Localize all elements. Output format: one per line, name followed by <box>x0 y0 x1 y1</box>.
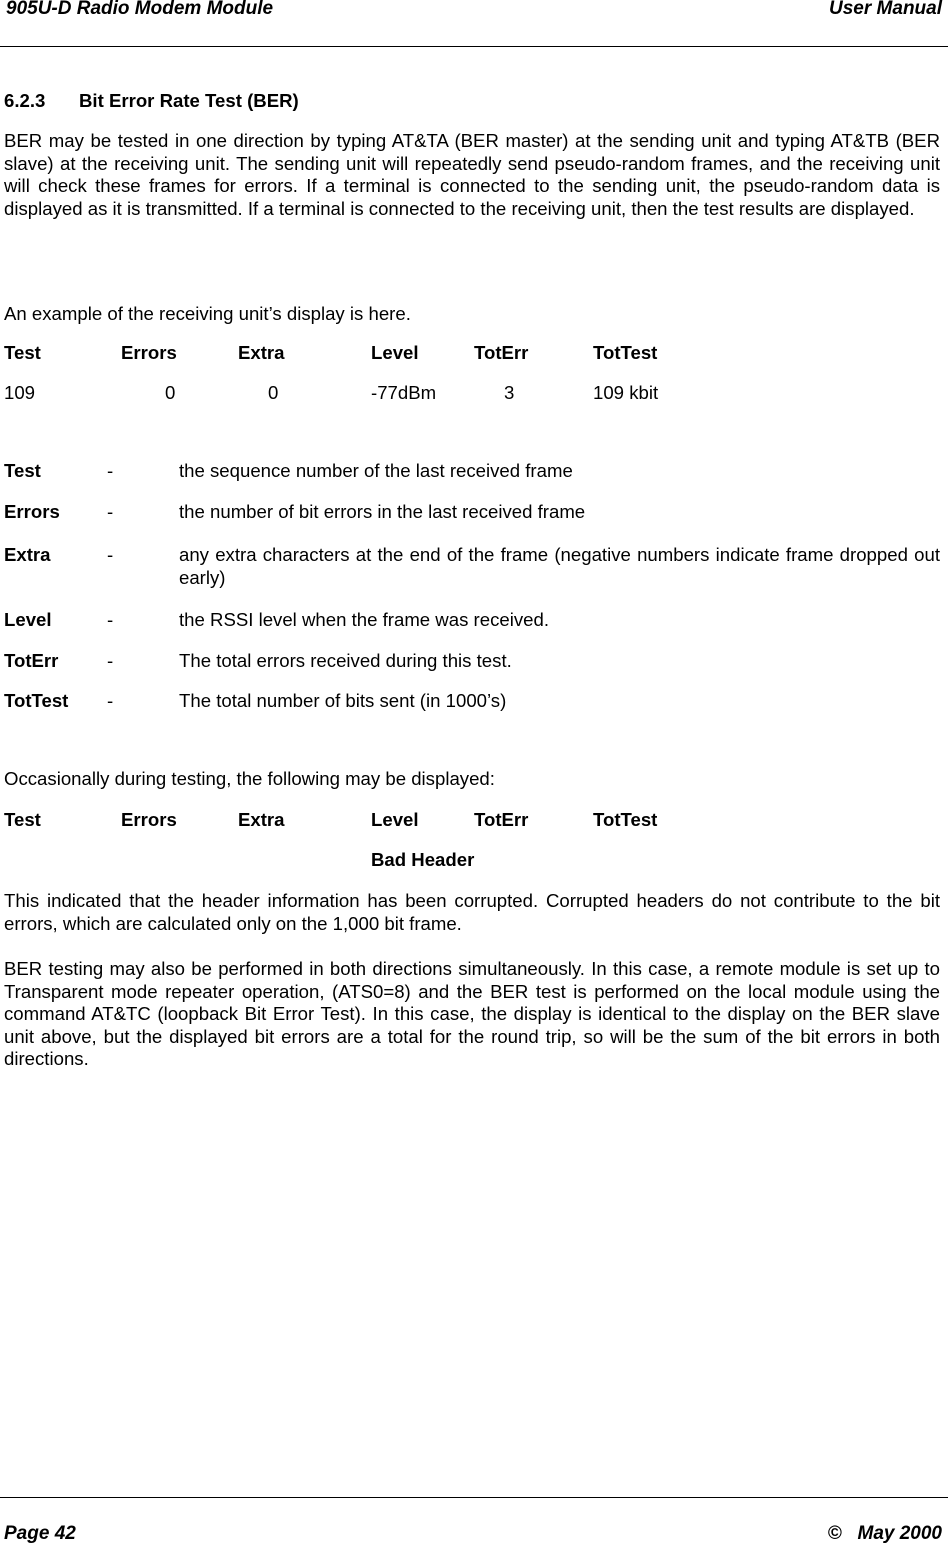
table-header-toterr: TotErr <box>474 809 529 830</box>
paragraph-header-corrupted: This indicated that the header information has been corrupted. Corrupted headers do not contribute to the bit errors, which are calculated only on the 1,000 bit frame. <box>4 890 940 934</box>
header-manual-label: User Manual <box>829 0 942 19</box>
table-header-tottest: TotTest <box>593 342 658 363</box>
table-header-extra: Extra <box>238 809 285 830</box>
table-header-extra: Extra <box>238 342 285 363</box>
definition-dash: - <box>107 650 114 671</box>
footer-page-number: Page 42 <box>4 1523 76 1544</box>
table-header-test: Test <box>4 809 41 830</box>
table-header-errors: Errors <box>121 342 177 363</box>
table-value-tottest: 109 kbit <box>593 382 659 403</box>
footer-copyright: © May 2000 <box>827 1523 942 1544</box>
table-value-errors: 0 <box>165 382 176 403</box>
paragraph-occasional: Occasionally during testing, the following may be displayed: <box>4 768 495 789</box>
definition-term: TotTest <box>4 690 69 711</box>
definition-term: Level <box>4 609 52 630</box>
table-value-test: 109 <box>4 382 36 403</box>
table-value-toterr: 3 <box>504 382 515 403</box>
definition-term: Extra <box>4 544 51 565</box>
definition-text: the number of bit errors in the last received frame <box>179 501 586 522</box>
definition-dash: - <box>107 544 114 565</box>
table-header-level: Level <box>371 809 419 830</box>
section-number: 6.2.3 <box>4 90 46 111</box>
table-value-extra: 0 <box>268 382 279 403</box>
definition-text: The total errors received during this test. <box>179 650 512 671</box>
table-header-errors: Errors <box>121 809 177 830</box>
definition-dash: - <box>107 501 114 522</box>
definition-dash: - <box>107 609 114 630</box>
table-header-tottest: TotTest <box>593 809 658 830</box>
definition-text: any extra characters at the end of the frame (negative numbers indicate frame dropped out early) <box>179 544 940 588</box>
definition-term: TotErr <box>4 650 59 671</box>
section-title: Bit Error Rate Test (BER) <box>79 90 299 111</box>
paragraph-example: An example of the receiving unit’s display is here. <box>4 303 411 324</box>
definition-text: The total number of bits sent (in 1000’s) <box>179 690 507 711</box>
table-header-level: Level <box>371 342 419 363</box>
definition-text: the RSSI level when the frame was received. <box>179 609 549 630</box>
definition-term: Test <box>4 460 41 481</box>
table-value-level: -77dBm <box>371 382 437 403</box>
table-header-toterr: TotErr <box>474 342 529 363</box>
header-title: 905U-D Radio Modem Module <box>6 0 274 19</box>
paragraph-bidirectional: BER testing may also be performed in both directions simultaneously. In this case, a remote module is set up to Transparent mode repeater operation, (ATS0=8) and the BER test is performed on the local module using the command AT&TC (loopback Bit Error Test). In this case, the display is identical to the display on the BER slave unit above, but the displayed bit errors are a total for the round trip, so will be the sum of the bit errors in both directions. <box>4 958 940 1070</box>
definition-term: Errors <box>4 501 60 522</box>
paragraph-intro: BER may be tested in one direction by typing AT&TA (BER master) at the sending unit and typing AT&TB (BER slave) at the receiving unit. The sending unit will repeatedly send pseudo-random frames, and the receiving unit will check these frames for errors. If a terminal is connected to the sending unit, the pseudo-random data is displayed as it is transmitted. If a terminal is connected to the receiving unit, then the test results are displayed. <box>4 130 940 219</box>
definition-dash: - <box>107 690 114 711</box>
header-rule <box>0 46 948 47</box>
table-header-test: Test <box>4 342 41 363</box>
definition-dash: - <box>107 460 114 481</box>
footer-rule <box>0 1497 948 1498</box>
definition-text: the sequence number of the last received frame <box>179 460 573 481</box>
bad-header-message: Bad Header <box>371 849 475 870</box>
